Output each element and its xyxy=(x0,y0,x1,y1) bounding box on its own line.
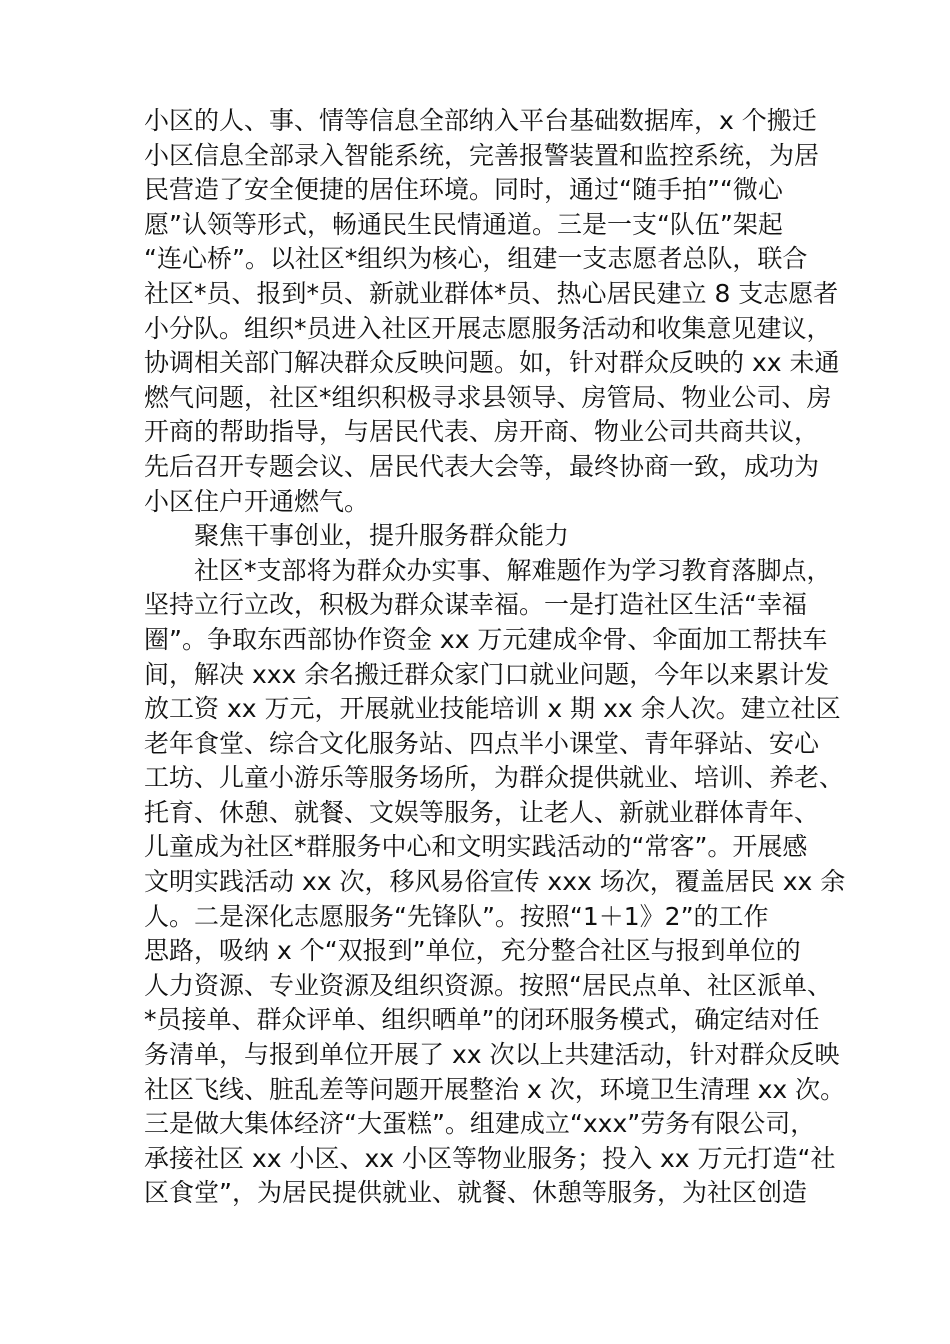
text-line: 人。二是深化志愿服务“先锋队”。按照“1＋1》2”的工作 xyxy=(144,901,769,931)
section-heading: 聚焦干事创业，提升服务群众能力 xyxy=(194,521,570,551)
text-line: 间，解决 xxx 余名搬迁群众家门口就业问题，今年以来累计发 xyxy=(144,659,830,689)
text-line: 民营造了安全便捷的居住环境。同时，通过“随手拍”“微心 xyxy=(144,175,783,205)
text-line: 社区*支部将为群众办实事、解难题作为学习教育落脚点， xyxy=(194,555,832,585)
text-line: 工坊、儿童小游乐等服务场所，为群众提供就业、培训、养老、 xyxy=(144,763,845,793)
text-line: 小分队。组织*员进入社区开展志愿服务活动和收集意见建议， xyxy=(144,313,832,343)
text-line: 放工资 xx 万元，开展就业技能培训 x 期 xx 余人次。建立社区 xyxy=(144,694,841,724)
text-line: *员接单、群众评单、组织晒单”的闭环服务模式，确定结对任 xyxy=(144,1005,820,1035)
text-line: 承接社区 xx 小区、xx 小区等物业服务；投入 xx 万元打造“社 xyxy=(144,1143,836,1173)
text-line: 儿童成为社区*群服务中心和文明实践活动的“常客”。开展感 xyxy=(144,832,808,862)
text-line: 燃气问题，社区*组织积极寻求县领导、房管局、物业公司、房 xyxy=(144,382,832,412)
text-line: 圈”。争取东西部协作资金 xx 万元建成伞骨、伞面加工帮扶车 xyxy=(144,624,828,654)
text-line: 托育、休憩、就餐、文娱等服务，让老人、新就业群体青年、 xyxy=(144,797,820,827)
text-line: 社区飞线、脏乱差等问题开展整治 x 次，环境卫生清理 xx 次。 xyxy=(144,1074,846,1104)
text-line: 先后召开专题会议、居民代表大会等，最终协商一致，成功为 xyxy=(144,451,820,481)
text-line: 社区*员、报到*员、新就业群体*员、热心居民建立 8 支志愿者 xyxy=(144,278,839,308)
text-line: 老年食堂、综合文化服务站、四点半小课堂、青年驿站、安心 xyxy=(144,728,820,758)
text-line: 协调相关部门解决群众反映问题。如，针对群众反映的 xx 未通 xyxy=(144,348,840,378)
text-line: 区食堂”，为居民提供就业、就餐、休憩等服务，为社区创造 xyxy=(144,1178,807,1208)
text-line: 文明实践活动 xx 次，移风易俗宣传 xxx 场次，覆盖居民 xx 余 xyxy=(144,867,846,897)
text-line: 开商的帮助指导，与居民代表、房开商、物业公司共商共议， xyxy=(144,417,820,447)
text-line: 务清单，与报到单位开展了 xx 次以上共建活动，针对群众反映 xyxy=(144,1040,840,1070)
text-line: 小区信息全部录入智能系统，完善报警装置和监控系统，为居 xyxy=(144,140,820,170)
text-line: 人力资源、专业资源及组织资源。按照“居民点单、社区派单、 xyxy=(144,970,832,1000)
text-line: 坚持立行立改，积极为群众谋幸福。一是打造社区生活“幸福 xyxy=(144,590,807,620)
text-line: 小区住户开通燃气。 xyxy=(144,486,370,516)
document-body xyxy=(144,104,846,1211)
text-line: 愿”认领等形式，畅通民生民情通道。三是一支“队伍”架起 xyxy=(144,209,783,239)
text-line: 三是做大集体经济“大蛋糕”。组建成立“xxx”劳务有限公司， xyxy=(144,1109,816,1139)
text-line: 小区的人、事、情等信息全部纳入平台基础数据库，x 个搬迁 xyxy=(144,106,817,135)
text-line: 思路，吸纳 x 个“双报到”单位，充分整合社区与报到单位的 xyxy=(144,936,801,966)
text-line: “连心桥”。以社区*组织为核心，组建一支志愿者总队，联合 xyxy=(144,244,808,274)
